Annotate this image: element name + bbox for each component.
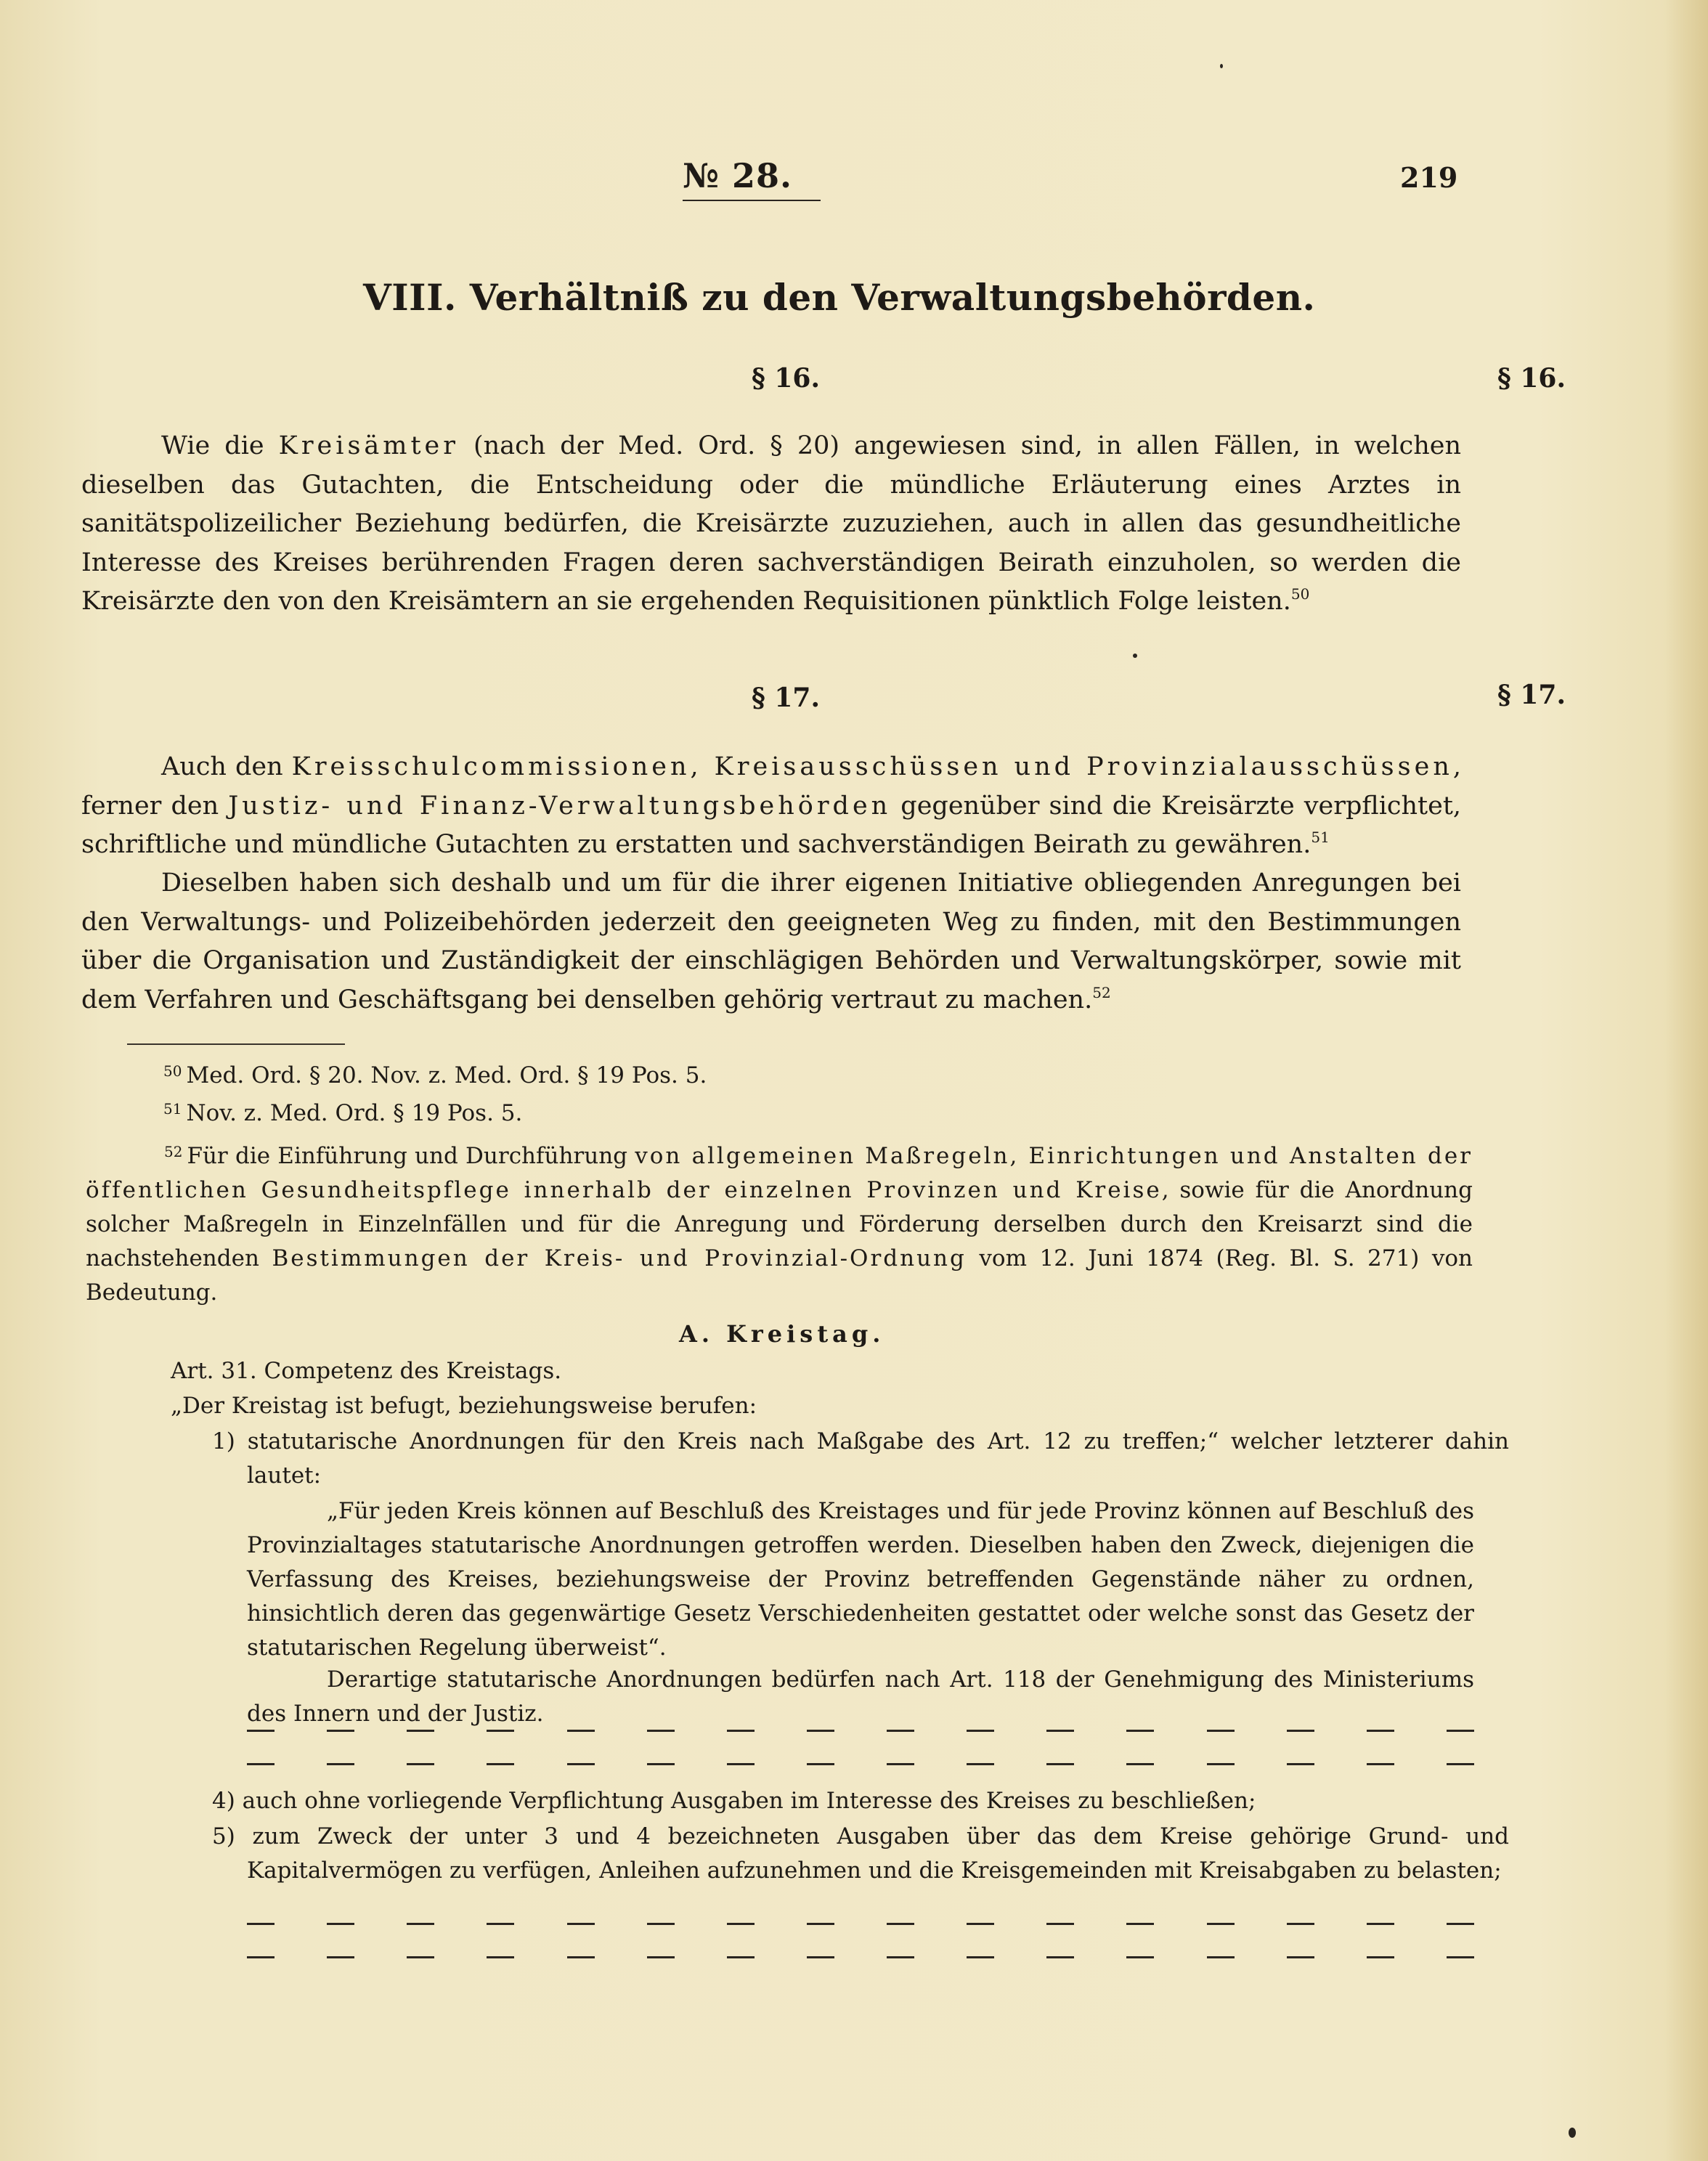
- page-edge-shadow: [1664, 0, 1708, 2161]
- kreistag-heading: A. Kreistag.: [679, 1320, 885, 1348]
- list-item-1: 1) statutarische Anordnungen für den Kreis nach Maßgabe des Art. 12 zu treffen;“ welcher letzterer dahin lautet:: [212, 1428, 1509, 1489]
- list-item-4: 4) auch ohne vorliegende Verpflichtung Ausgaben im Interesse des Kreises zu beschließen;: [212, 1788, 1256, 1814]
- footnote-ref-51: 51: [1311, 829, 1330, 846]
- issue-number: № 28.: [683, 156, 793, 195]
- ellipsis-dashes-2: [247, 1763, 1474, 1765]
- paper-speck: [1133, 654, 1137, 658]
- footnote-separator: [127, 1043, 345, 1045]
- footnote-51: $^{51}$ Nov. z. Med. Ord. § 19 Pos. 5.: [163, 1100, 523, 1126]
- ellipsis-dashes-1: [247, 1730, 1474, 1732]
- paper-speck: [1569, 2128, 1576, 2138]
- footnote-ref-52: 52: [1092, 983, 1111, 1001]
- quote-intro: „Der Kreistag ist befugt, beziehungsweise berufen:: [171, 1393, 757, 1419]
- section-17-margin-label: § 17.: [1497, 680, 1566, 710]
- footnote-52: $^{52}$ Für die Einführung und Durchführung von allgemeinen Maßregeln, Einrichtungen und Anstalten der öffentlichen Gesundheitspflege innerhalb der einzelnen Provinzen und Kreise, sowie für die Anordnung solcher Maßregeln in Einzelnfällen und für die Anregung und Förderung derselben durch den Kreisarzt sind die nachstehenden Bestimmungen der Kreis- und Provinzial-Ordnung vom 12. Juni 1874 (Reg. Bl. S. 271) von Bedeutung.: [86, 1143, 1473, 1306]
- section-16-paragraph: Wie die Kreisämter (nach der Med. Ord. § 20) angewiesen sind, in allen Fällen, in welchen dieselben das Gutachten, die Entscheidung oder die mündliche Erläuterung eines Arztes in sanitätspolizeilicher Beziehung bedürfen, die Kreisärzte zuzuziehen, auch in allen das gesundheitliche Interesse des Kreises berührenden Fragen deren sachverständigen Beirath einzuholen, so werden die Kreisärzte den von den Kreisämtern an sie ergehenden Requisitionen pünktlich Folge leisten.$^{50}$: [81, 431, 1461, 616]
- article-31-heading: Art. 31. Competenz des Kreistags.: [171, 1358, 562, 1384]
- list-item-1-note: Derartige statutarische Anordnungen bedürfen nach Art. 118 der Genehmigung des Ministeriums des Innern und der Justiz.: [247, 1666, 1474, 1727]
- ellipsis-dashes-3: [247, 1923, 1474, 1925]
- list-item-1-quote: „Für jeden Kreis können auf Beschluß des Kreistages und für jede Provinz können auf Beschluß des Provinzialtages statutarische Anordnungen getroffen werden. Dieselben haben den Zweck, diejenigen die Verfassung des Kreises, beziehungsweise der Provinz betreffenden Gegenstände näher zu ordnen, hinsichtlich deren das gegenwärtige Gesetz Verschiedenheiten gestattet oder welche sonst das Gesetz der statutarischen Regelung überweist“.: [247, 1498, 1474, 1661]
- header-rule: [683, 200, 821, 201]
- page-number: 219: [1400, 161, 1458, 194]
- chapter-title: VIII. Verhältniß zu den Verwaltungsbehörden.: [363, 276, 1316, 319]
- section-16-heading: § 16.: [752, 363, 820, 394]
- section-16-margin-label: § 16.: [1497, 363, 1566, 394]
- list-item-5: 5) zum Zweck der unter 3 und 4 bezeichneten Ausgaben über das dem Kreise gehörige Grund- und Kapitalvermögen zu verfügen, Anleihen aufzunehmen und die Kreisgemeinden mit Kreisabgaben zu belasten;: [212, 1823, 1509, 1884]
- ellipsis-dashes-4: [247, 1956, 1474, 1958]
- paper-speck: [1220, 64, 1223, 68]
- footnote-ref-50: 50: [1290, 585, 1310, 603]
- footnote-50: $^{50}$ Med. Ord. § 20. Nov. z. Med. Ord. § 19 Pos. 5.: [163, 1062, 707, 1088]
- section-17-heading: § 17.: [752, 683, 820, 713]
- section-17-paragraph-2: Dieselben haben sich deshalb und um für die ihrer eigenen Initiative obliegenden Anregungen bei den Verwaltungs- und Polizeibehörden jederzeit den geeigneten Weg zu finden, mit den Bestimmungen über die Organisation und Zuständigkeit der einschlägigen Behörden und Verwaltungskörper, sowie mit dem Verfahren und Geschäftsgang bei denselben gehörig vertraut zu machen.$^{52}$: [81, 868, 1461, 1014]
- section-17-paragraph-1: Auch den Kreisschulcommissionen, Kreisausschüssen und Provinzialausschüssen, ferner den Justiz- und Finanz-Verwaltungsbehörden gegenüber sind die Kreisärzte verpflichtet, schriftliche und mündliche Gutachten zu erstatten und sachverständigen Beirath zu gewähren.$^{51}$: [81, 752, 1462, 859]
